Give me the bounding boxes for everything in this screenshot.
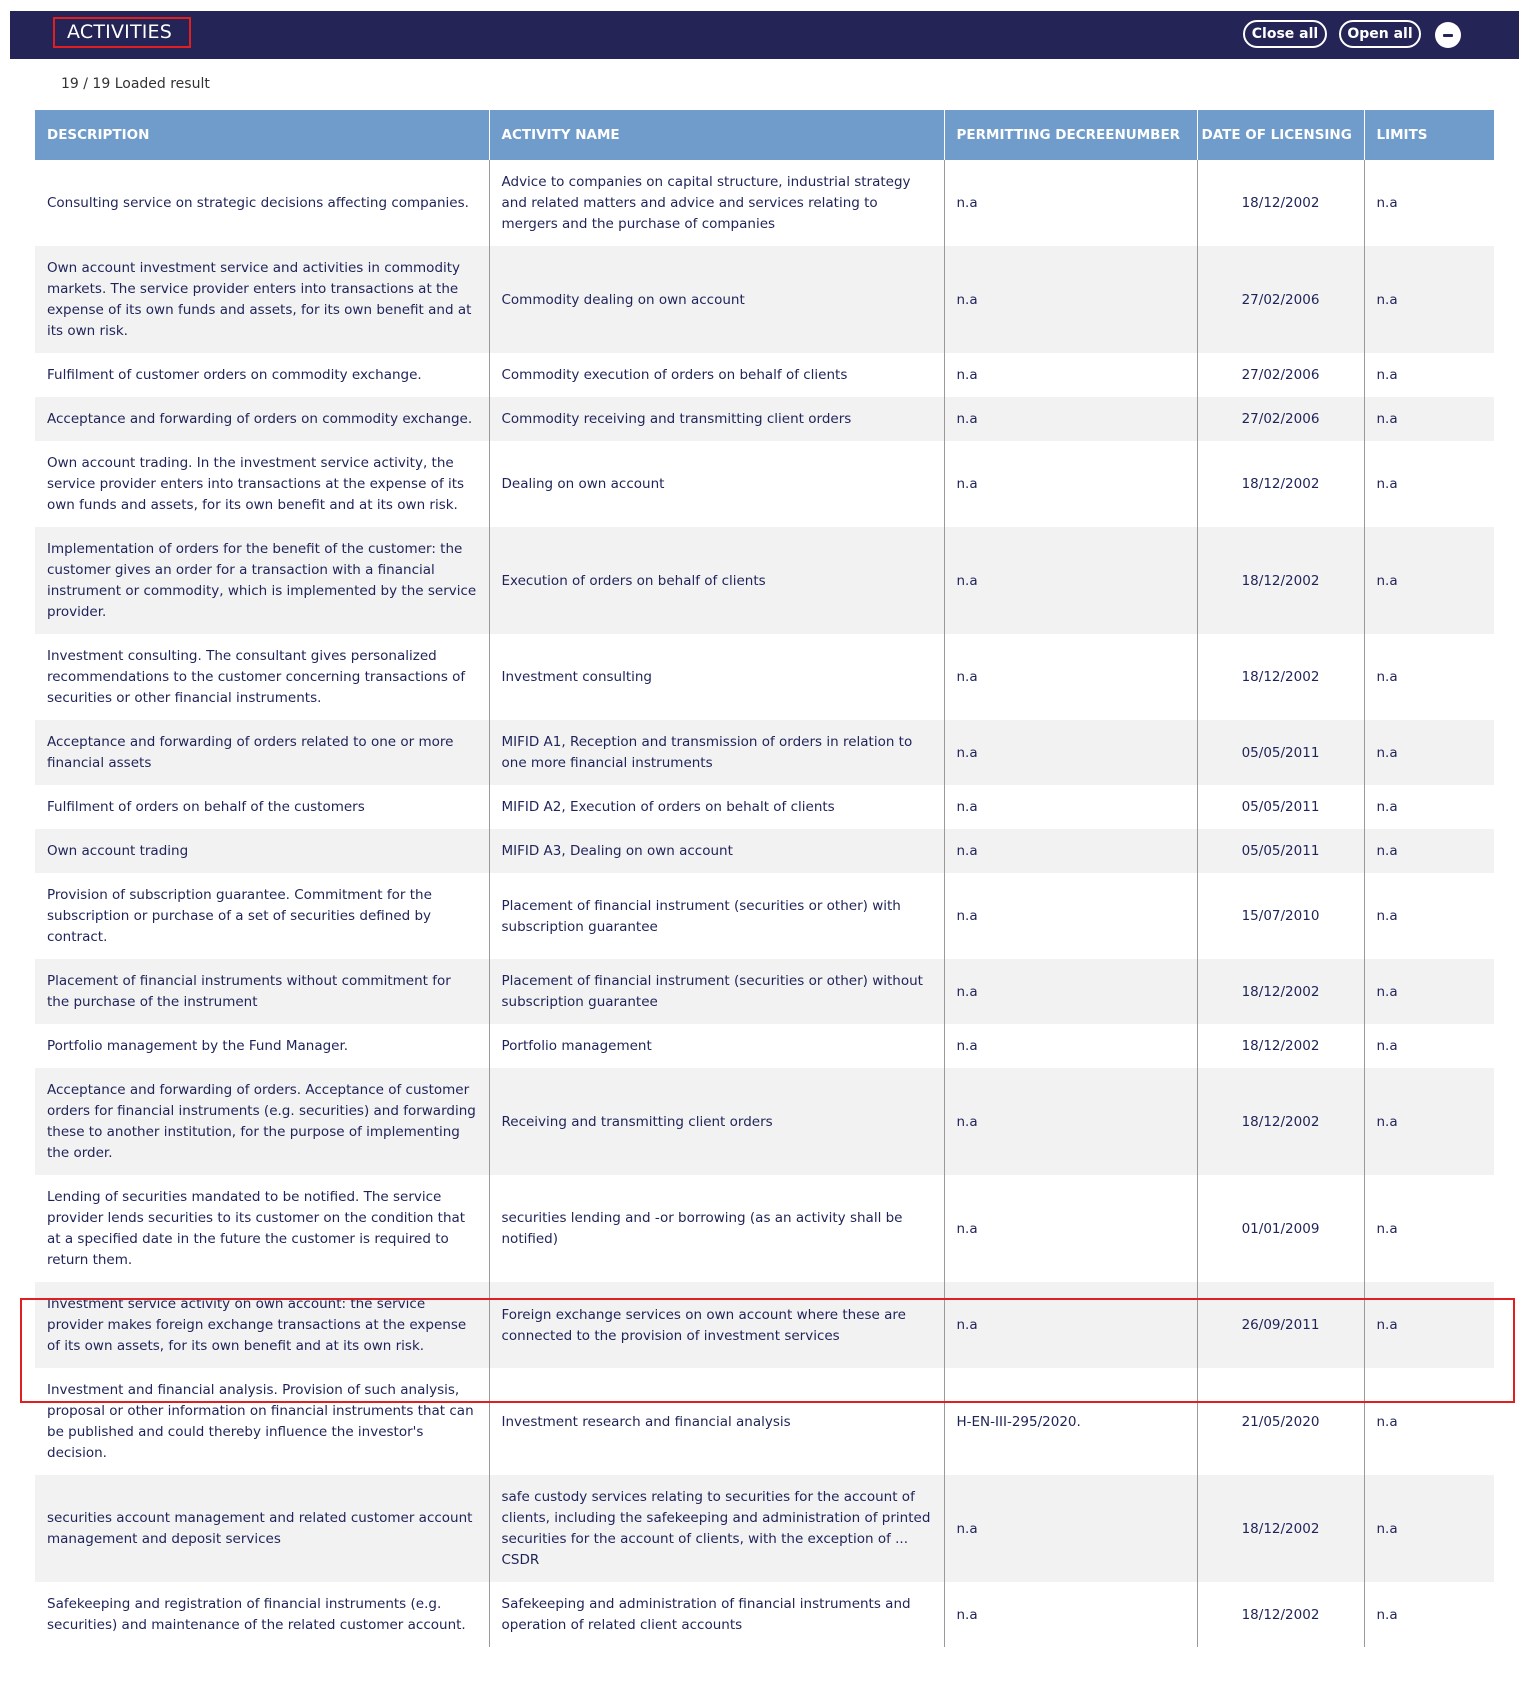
cell-limits: n.a (1364, 1475, 1494, 1582)
cell-date-of-licensing: 27/02/2006 (1197, 353, 1364, 397)
cell-limits: n.a (1364, 1282, 1494, 1368)
cell-description: Own account investment service and activities in commodity markets. The service provider enters into transactions at the expense of its own funds and assets, for its own benefit and at its own risk. (35, 246, 489, 353)
table-row (35, 1175, 1494, 1282)
cell-limits: n.a (1364, 1068, 1494, 1175)
cell-limits: n.a (1364, 1582, 1494, 1647)
minus-circle-icon[interactable] (1435, 22, 1461, 48)
cell-limits: n.a (1364, 1024, 1494, 1068)
cell-permitting-decree: n.a (944, 1282, 1197, 1368)
cell-permitting-decree: n.a (944, 441, 1197, 527)
cell-date-of-licensing: 18/12/2002 (1197, 527, 1364, 634)
cell-activity-name: Receiving and transmitting client orders (489, 1068, 944, 1175)
table-row (35, 1475, 1494, 1582)
cell-activity-name: Advice to companies on capital structure, industrial strategy and related matters and advice and services relating to mergers and the purchase of companies (489, 160, 944, 246)
cell-description: Acceptance and forwarding of orders related to one or more financial assets (35, 720, 489, 785)
cell-limits: n.a (1364, 527, 1494, 634)
cell-activity-name: Investment research and financial analysis (489, 1368, 944, 1475)
table-row (35, 1282, 1494, 1368)
cell-activity-name: safe custody services relating to securities for the account of clients, including the safekeeping and administration of printed securities for the account of clients, with the exception of ... CSDR (489, 1475, 944, 1582)
table-row (35, 720, 1494, 785)
cell-description: Safekeeping and registration of financial instruments (e.g. securities) and maintenance of the related customer account. (35, 1582, 489, 1647)
column-header-description: DESCRIPTION (35, 110, 489, 160)
cell-permitting-decree: n.a (944, 397, 1197, 441)
table-row (35, 1582, 1494, 1647)
table-row (35, 441, 1494, 527)
cell-description: securities account management and related customer account management and deposit services (35, 1475, 489, 1582)
cell-activity-name: Commodity receiving and transmitting client orders (489, 397, 944, 441)
cell-permitting-decree: n.a (944, 959, 1197, 1024)
table-row (35, 353, 1494, 397)
cell-description: Portfolio management by the Fund Manager. (35, 1024, 489, 1068)
cell-description: Fulfilment of orders on behalf of the customers (35, 785, 489, 829)
cell-description: Acceptance and forwarding of orders on commodity exchange. (35, 397, 489, 441)
cell-limits: n.a (1364, 160, 1494, 246)
section-title: ACTIVITIES (53, 17, 191, 48)
cell-activity-name: Portfolio management (489, 1024, 944, 1068)
cell-description: Acceptance and forwarding of orders. Acceptance of customer orders for financial instruments (e.g. securities) and forwarding these to another institution, for the purpose of implementing the order. (35, 1068, 489, 1175)
cell-permitting-decree: n.a (944, 720, 1197, 785)
cell-date-of-licensing: 01/01/2009 (1197, 1175, 1364, 1282)
cell-activity-name: MIFID A1, Reception and transmission of orders in relation to one more financial instruments (489, 720, 944, 785)
cell-date-of-licensing: 15/07/2010 (1197, 873, 1364, 959)
table-row (35, 785, 1494, 829)
table-row (35, 873, 1494, 959)
cell-description: Provision of subscription guarantee. Commitment for the subscription or purchase of a set of securities defined by contract. (35, 873, 489, 959)
cell-limits: n.a (1364, 353, 1494, 397)
column-header-activity-name: ACTIVITY NAME (489, 110, 944, 160)
cell-date-of-licensing: 26/09/2011 (1197, 1282, 1364, 1368)
table-header-row (35, 110, 1494, 160)
cell-description: Own account trading (35, 829, 489, 873)
cell-limits: n.a (1364, 441, 1494, 527)
activities-table (35, 110, 1494, 1647)
cell-limits: n.a (1364, 785, 1494, 829)
table-row (35, 829, 1494, 873)
cell-limits: n.a (1364, 829, 1494, 873)
column-header-limits: LIMITS (1364, 110, 1494, 160)
cell-permitting-decree: H-EN-III-295/2020. (944, 1368, 1197, 1475)
cell-date-of-licensing: 05/05/2011 (1197, 720, 1364, 785)
close-all-button[interactable]: Close all (1243, 20, 1327, 48)
table-row (35, 527, 1494, 634)
column-header-permitting-decree: PERMITTING DECREENUMBER (944, 110, 1197, 160)
cell-date-of-licensing: 27/02/2006 (1197, 397, 1364, 441)
cell-date-of-licensing: 05/05/2011 (1197, 785, 1364, 829)
cell-permitting-decree: n.a (944, 160, 1197, 246)
table-row (35, 1024, 1494, 1068)
cell-permitting-decree: n.a (944, 353, 1197, 397)
cell-description: Fulfilment of customer orders on commodity exchange. (35, 353, 489, 397)
cell-limits: n.a (1364, 873, 1494, 959)
table-row (35, 246, 1494, 353)
cell-activity-name: MIFID A3, Dealing on own account (489, 829, 944, 873)
table-row (35, 1368, 1494, 1475)
cell-date-of-licensing: 18/12/2002 (1197, 634, 1364, 720)
cell-activity-name: Foreign exchange services on own account where these are connected to the provision of investment services (489, 1282, 944, 1368)
cell-description: Consulting service on strategic decisions affecting companies. (35, 160, 489, 246)
cell-activity-name: Commodity dealing on own account (489, 246, 944, 353)
table-row (35, 397, 1494, 441)
cell-activity-name: MIFID A2, Execution of orders on behalt of clients (489, 785, 944, 829)
cell-activity-name: Dealing on own account (489, 441, 944, 527)
cell-limits: n.a (1364, 720, 1494, 785)
loaded-results-count: 19 / 19 Loaded result (61, 76, 210, 92)
cell-permitting-decree: n.a (944, 873, 1197, 959)
cell-description: Lending of securities mandated to be notified. The service provider lends securities to its customer on the condition that at a specified date in the future the customer is required to return them. (35, 1175, 489, 1282)
cell-activity-name: Safekeeping and administration of financial instruments and operation of related client accounts (489, 1582, 944, 1647)
cell-permitting-decree: n.a (944, 1175, 1197, 1282)
open-all-button[interactable]: Open all (1339, 20, 1421, 48)
cell-limits: n.a (1364, 246, 1494, 353)
cell-description: Placement of financial instruments without commitment for the purchase of the instrument (35, 959, 489, 1024)
cell-activity-name: securities lending and -or borrowing (as an activity shall be notified) (489, 1175, 944, 1282)
cell-permitting-decree: n.a (944, 829, 1197, 873)
cell-limits: n.a (1364, 1368, 1494, 1475)
minus-icon (1443, 34, 1453, 37)
cell-description: Investment and financial analysis. Provision of such analysis, proposal or other information on financial instruments that can be published and could thereby influence the investor's decision. (35, 1368, 489, 1475)
cell-limits: n.a (1364, 1175, 1494, 1282)
section-header-bar (10, 11, 1519, 59)
cell-date-of-licensing: 21/05/2020 (1197, 1368, 1364, 1475)
cell-description: Implementation of orders for the benefit of the customer: the customer gives an order for a transaction with a financial instrument or commodity, which is implemented by the service provider. (35, 527, 489, 634)
table-row (35, 1068, 1494, 1175)
cell-activity-name: Commodity execution of orders on behalf of clients (489, 353, 944, 397)
cell-description: Own account trading. In the investment service activity, the service provider enters into transactions at the expense of its own funds and assets, for its own benefit and at its own risk. (35, 441, 489, 527)
cell-date-of-licensing: 18/12/2002 (1197, 1582, 1364, 1647)
activities-table-wrapper (35, 110, 1494, 1647)
cell-permitting-decree: n.a (944, 1024, 1197, 1068)
cell-permitting-decree: n.a (944, 785, 1197, 829)
cell-permitting-decree: n.a (944, 1582, 1197, 1647)
cell-date-of-licensing: 18/12/2002 (1197, 1024, 1364, 1068)
cell-date-of-licensing: 18/12/2002 (1197, 1475, 1364, 1582)
cell-limits: n.a (1364, 634, 1494, 720)
cell-date-of-licensing: 18/12/2002 (1197, 959, 1364, 1024)
cell-permitting-decree: n.a (944, 1068, 1197, 1175)
cell-permitting-decree: n.a (944, 527, 1197, 634)
cell-activity-name: Placement of financial instrument (securities or other) without subscription guarantee (489, 959, 944, 1024)
cell-activity-name: Placement of financial instrument (securities or other) with subscription guarantee (489, 873, 944, 959)
cell-description: Investment consulting. The consultant gives personalized recommendations to the customer concerning transactions of securities or other financial instruments. (35, 634, 489, 720)
cell-description: Investment service activity on own account: the service provider makes foreign exchange transactions at the expense of its own assets, for its own benefit and at its own risk. (35, 1282, 489, 1368)
cell-permitting-decree: n.a (944, 634, 1197, 720)
cell-permitting-decree: n.a (944, 246, 1197, 353)
cell-date-of-licensing: 18/12/2002 (1197, 441, 1364, 527)
cell-activity-name: Investment consulting (489, 634, 944, 720)
cell-date-of-licensing: 18/12/2002 (1197, 1068, 1364, 1175)
cell-limits: n.a (1364, 397, 1494, 441)
table-row (35, 959, 1494, 1024)
table-row (35, 634, 1494, 720)
cell-limits: n.a (1364, 959, 1494, 1024)
cell-activity-name: Execution of orders on behalf of clients (489, 527, 944, 634)
cell-date-of-licensing: 18/12/2002 (1197, 160, 1364, 246)
column-header-date-of-licensing: DATE OF LICENSING (1197, 110, 1364, 160)
cell-permitting-decree: n.a (944, 1475, 1197, 1582)
cell-date-of-licensing: 27/02/2006 (1197, 246, 1364, 353)
table-row (35, 160, 1494, 246)
cell-date-of-licensing: 05/05/2011 (1197, 829, 1364, 873)
